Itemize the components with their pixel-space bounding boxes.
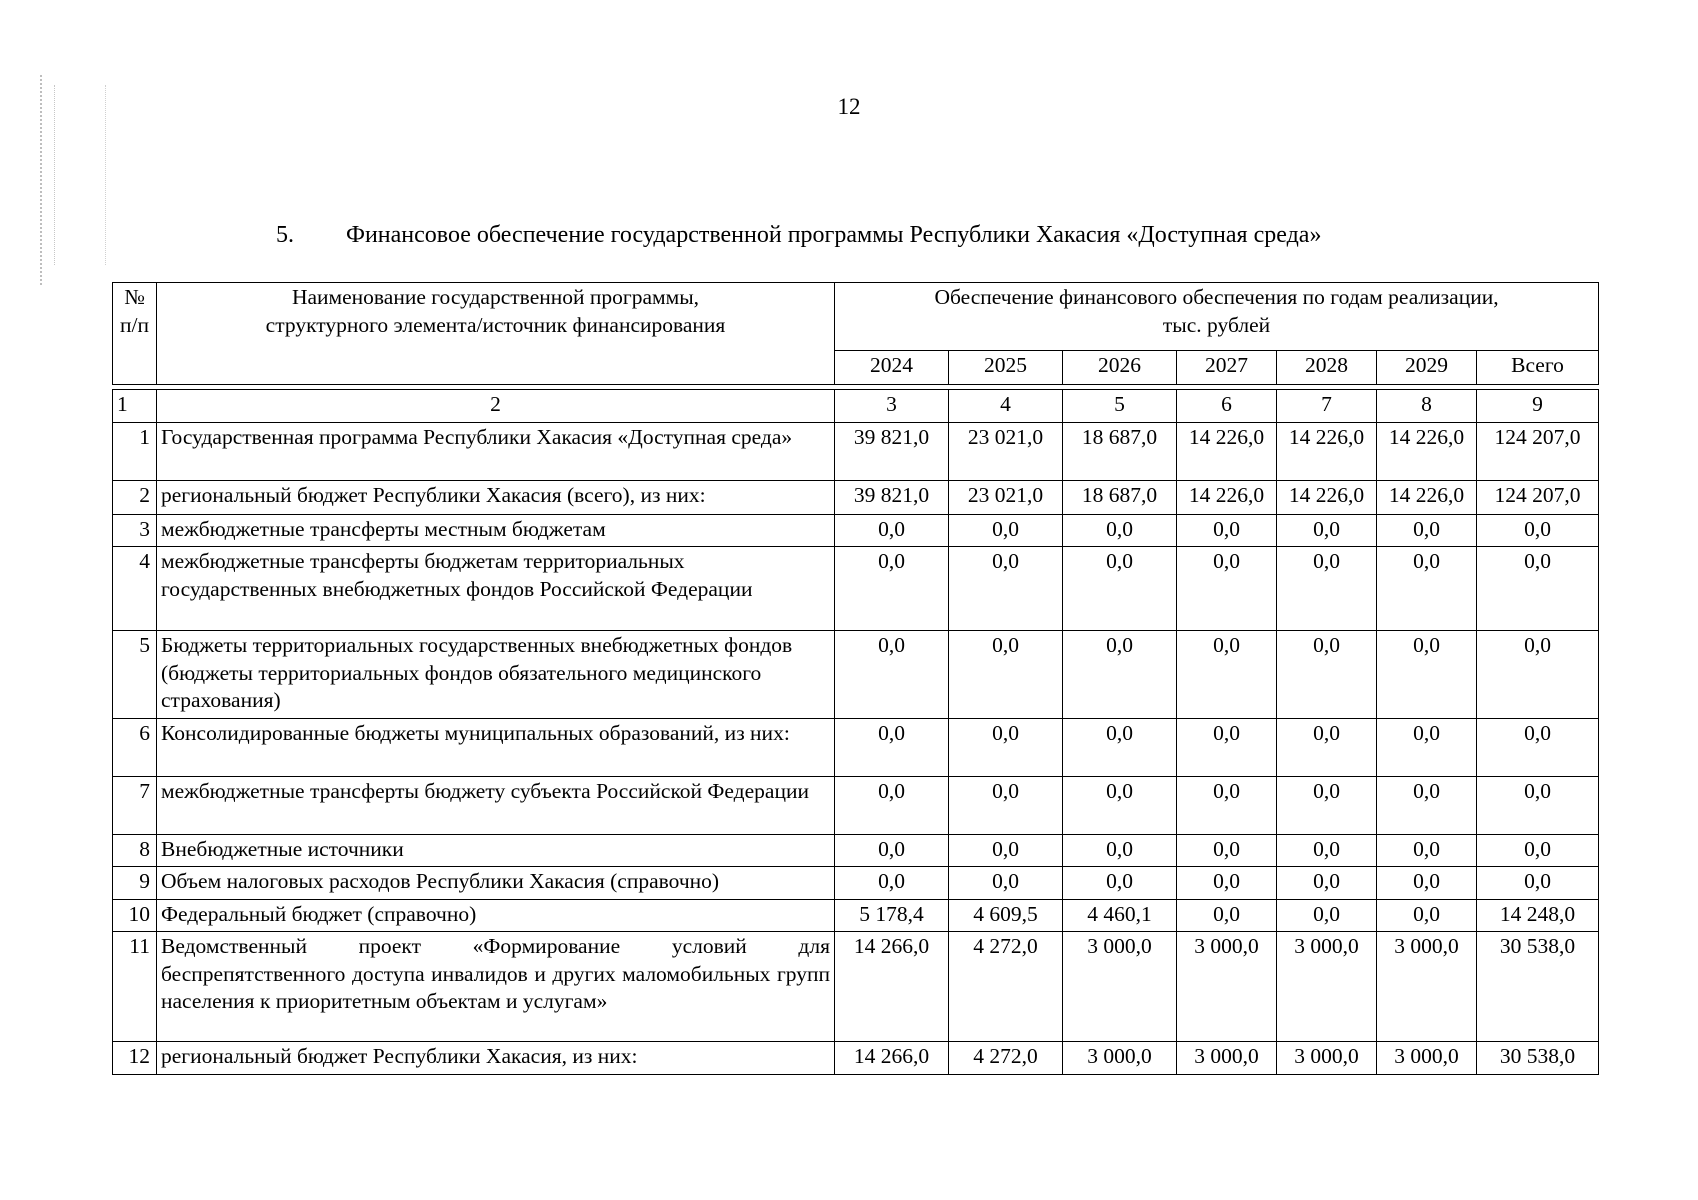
row-value: 14 226,0 (1177, 480, 1277, 514)
table-row (113, 422, 1599, 480)
row-value: 14 226,0 (1377, 480, 1477, 514)
row-value: 30 538,0 (1477, 1042, 1599, 1075)
section-number: 5. (276, 222, 294, 248)
column-index: 9 (1477, 390, 1599, 423)
row-value: 39 821,0 (835, 422, 949, 480)
header-name-line1: Наименование государственной программы, (291, 285, 700, 309)
table-row (113, 480, 1599, 514)
row-value: 39 821,0 (835, 480, 949, 514)
row-value: 0,0 (1277, 631, 1377, 719)
column-index: 7 (1277, 390, 1377, 423)
header-year: 2028 (1277, 351, 1377, 385)
row-value: 0,0 (949, 718, 1063, 776)
row-value: 0,0 (1177, 899, 1277, 932)
row-value: 0,0 (1063, 514, 1177, 547)
row-value: 0,0 (1477, 867, 1599, 900)
header-num-line1: № (124, 285, 145, 309)
row-value: 0,0 (1063, 718, 1177, 776)
row-name: Ведомственный проект «Формирование условий для беспрепятственного доступа инвалидов и других маломобильных групп населения к приоритетным объектам и услугам» (157, 932, 835, 1042)
row-value: 0,0 (835, 547, 949, 631)
column-index: 8 (1377, 390, 1477, 423)
row-value: 0,0 (1477, 547, 1599, 631)
row-value: 0,0 (1377, 718, 1477, 776)
row-value: 14 248,0 (1477, 899, 1599, 932)
header-num (113, 283, 157, 385)
row-number: 6 (113, 718, 157, 776)
row-value: 3 000,0 (1377, 1042, 1477, 1075)
row-value: 0,0 (835, 631, 949, 719)
row-value: 0,0 (1063, 547, 1177, 631)
column-index: 1 (113, 390, 157, 423)
row-value: 0,0 (1177, 834, 1277, 867)
row-value: 0,0 (1063, 776, 1177, 834)
row-value: 124 207,0 (1477, 480, 1599, 514)
header-name (157, 283, 835, 385)
row-name: Государственная программа Республики Хакасия «Доступная среда» (157, 422, 835, 480)
row-name: региональный бюджет Республики Хакасия, из них: (157, 1042, 835, 1075)
header-funding (835, 283, 1599, 351)
row-value: 0,0 (1063, 631, 1177, 719)
row-value: 0,0 (1177, 776, 1277, 834)
row-value: 0,0 (1177, 718, 1277, 776)
row-value: 0,0 (835, 834, 949, 867)
column-index: 6 (1177, 390, 1277, 423)
row-value: 0,0 (1277, 718, 1377, 776)
row-number: 5 (113, 631, 157, 719)
table-row (113, 1042, 1599, 1075)
column-index: 2 (157, 390, 835, 423)
table-row (113, 899, 1599, 932)
row-value: 0,0 (949, 867, 1063, 900)
row-value: 23 021,0 (949, 480, 1063, 514)
row-value: 0,0 (1277, 834, 1377, 867)
row-value: 14 266,0 (835, 1042, 949, 1075)
row-value: 0,0 (1377, 776, 1477, 834)
row-value: 0,0 (835, 718, 949, 776)
row-name: Внебюджетные источники (157, 834, 835, 867)
row-value: 3 000,0 (1063, 1042, 1177, 1075)
row-value: 3 000,0 (1177, 1042, 1277, 1075)
row-name: Бюджеты территориальных государственных внебюджетных фондов (бюджеты территориальных фондов обязательного медицинского страхования) (157, 631, 835, 719)
row-value: 4 609,5 (949, 899, 1063, 932)
table-row (113, 932, 1599, 1042)
row-value: 0,0 (1277, 514, 1377, 547)
header-funding-line1: Обеспечение финансового обеспечения по годам реализации, (934, 285, 1499, 309)
scan-artifact (40, 75, 118, 285)
row-name: межбюджетные трансферты местным бюджетам (157, 514, 835, 547)
row-value: 0,0 (949, 514, 1063, 547)
header-funding-line2: тыс. рублей (1162, 312, 1271, 337)
financing-table (112, 282, 1599, 1075)
row-value: 0,0 (949, 547, 1063, 631)
row-value: 0,0 (1277, 899, 1377, 932)
row-value: 0,0 (835, 776, 949, 834)
row-value: 0,0 (1477, 631, 1599, 719)
row-value: 4 272,0 (949, 932, 1063, 1042)
section-heading (276, 222, 1321, 249)
section-title: Финансовое обеспечение государственной программы Республики Хакасия «Доступная среда» (346, 222, 1322, 248)
row-value: 0,0 (1277, 547, 1377, 631)
table-row (113, 776, 1599, 834)
row-value: 4 272,0 (949, 1042, 1063, 1075)
row-value: 0,0 (1377, 834, 1477, 867)
header-year: 2024 (835, 351, 949, 385)
table-row (113, 718, 1599, 776)
row-number: 7 (113, 776, 157, 834)
row-value: 0,0 (1177, 514, 1277, 547)
row-number: 3 (113, 514, 157, 547)
header-year: 2029 (1377, 351, 1477, 385)
header-name-line2: структурного элемента/источник финансирования (265, 312, 726, 337)
table-row (113, 834, 1599, 867)
row-value: 14 226,0 (1177, 422, 1277, 480)
row-name: Объем налоговых расходов Республики Хакасия (справочно) (157, 867, 835, 900)
header-year: 2025 (949, 351, 1063, 385)
row-value: 14 266,0 (835, 932, 949, 1042)
header-num-line2: п/п (120, 312, 149, 337)
row-value: 30 538,0 (1477, 932, 1599, 1042)
row-name: Консолидированные бюджеты муниципальных образований, из них: (157, 718, 835, 776)
row-value: 0,0 (1477, 776, 1599, 834)
table-row (113, 631, 1599, 719)
row-value: 0,0 (1377, 547, 1477, 631)
row-name: межбюджетные трансферты бюджетам территориальных государственных внебюджетных фондов Российской Федерации (157, 547, 835, 631)
row-value: 14 226,0 (1277, 480, 1377, 514)
row-value: 3 000,0 (1063, 932, 1177, 1042)
column-index: 4 (949, 390, 1063, 423)
row-number: 4 (113, 547, 157, 631)
header-year: Всего (1477, 351, 1599, 385)
row-value: 0,0 (1377, 899, 1477, 932)
row-number: 10 (113, 899, 157, 932)
row-value: 3 000,0 (1377, 932, 1477, 1042)
row-value: 3 000,0 (1277, 1042, 1377, 1075)
row-value: 23 021,0 (949, 422, 1063, 480)
row-number: 1 (113, 422, 157, 480)
row-value: 0,0 (1377, 867, 1477, 900)
row-value: 0,0 (1177, 547, 1277, 631)
row-value: 0,0 (1177, 631, 1277, 719)
header-year: 2026 (1063, 351, 1177, 385)
row-number: 9 (113, 867, 157, 900)
row-value: 0,0 (949, 776, 1063, 834)
row-name: региональный бюджет Республики Хакасия (всего), из них: (157, 480, 835, 514)
row-value: 3 000,0 (1277, 932, 1377, 1042)
row-value: 0,0 (1277, 776, 1377, 834)
row-value: 0,0 (1277, 867, 1377, 900)
row-value: 14 226,0 (1277, 422, 1377, 480)
table-row (113, 547, 1599, 631)
row-value: 0,0 (1377, 514, 1477, 547)
row-value: 0,0 (1377, 631, 1477, 719)
row-value: 5 178,4 (835, 899, 949, 932)
table-row (113, 514, 1599, 547)
row-value: 0,0 (949, 834, 1063, 867)
row-number: 11 (113, 932, 157, 1042)
row-value: 18 687,0 (1063, 480, 1177, 514)
row-name: Федеральный бюджет (справочно) (157, 899, 835, 932)
header-year: 2027 (1177, 351, 1277, 385)
row-value: 124 207,0 (1477, 422, 1599, 480)
row-value: 0,0 (835, 514, 949, 547)
row-value: 0,0 (1063, 834, 1177, 867)
page-number: 12 (837, 94, 861, 119)
column-index: 5 (1063, 390, 1177, 423)
row-value: 0,0 (1177, 867, 1277, 900)
row-value: 0,0 (1477, 514, 1599, 547)
row-value: 0,0 (1477, 834, 1599, 867)
row-value: 0,0 (1063, 867, 1177, 900)
row-value: 0,0 (1477, 718, 1599, 776)
row-name: межбюджетные трансферты бюджету субъекта Российской Федерации (157, 776, 835, 834)
column-index: 3 (835, 390, 949, 423)
row-value: 3 000,0 (1177, 932, 1277, 1042)
row-number: 8 (113, 834, 157, 867)
row-value: 0,0 (835, 867, 949, 900)
row-value: 14 226,0 (1377, 422, 1477, 480)
row-number: 2 (113, 480, 157, 514)
table-row (113, 867, 1599, 900)
row-value: 18 687,0 (1063, 422, 1177, 480)
row-value: 4 460,1 (1063, 899, 1177, 932)
row-number: 12 (113, 1042, 157, 1075)
row-value: 0,0 (949, 631, 1063, 719)
